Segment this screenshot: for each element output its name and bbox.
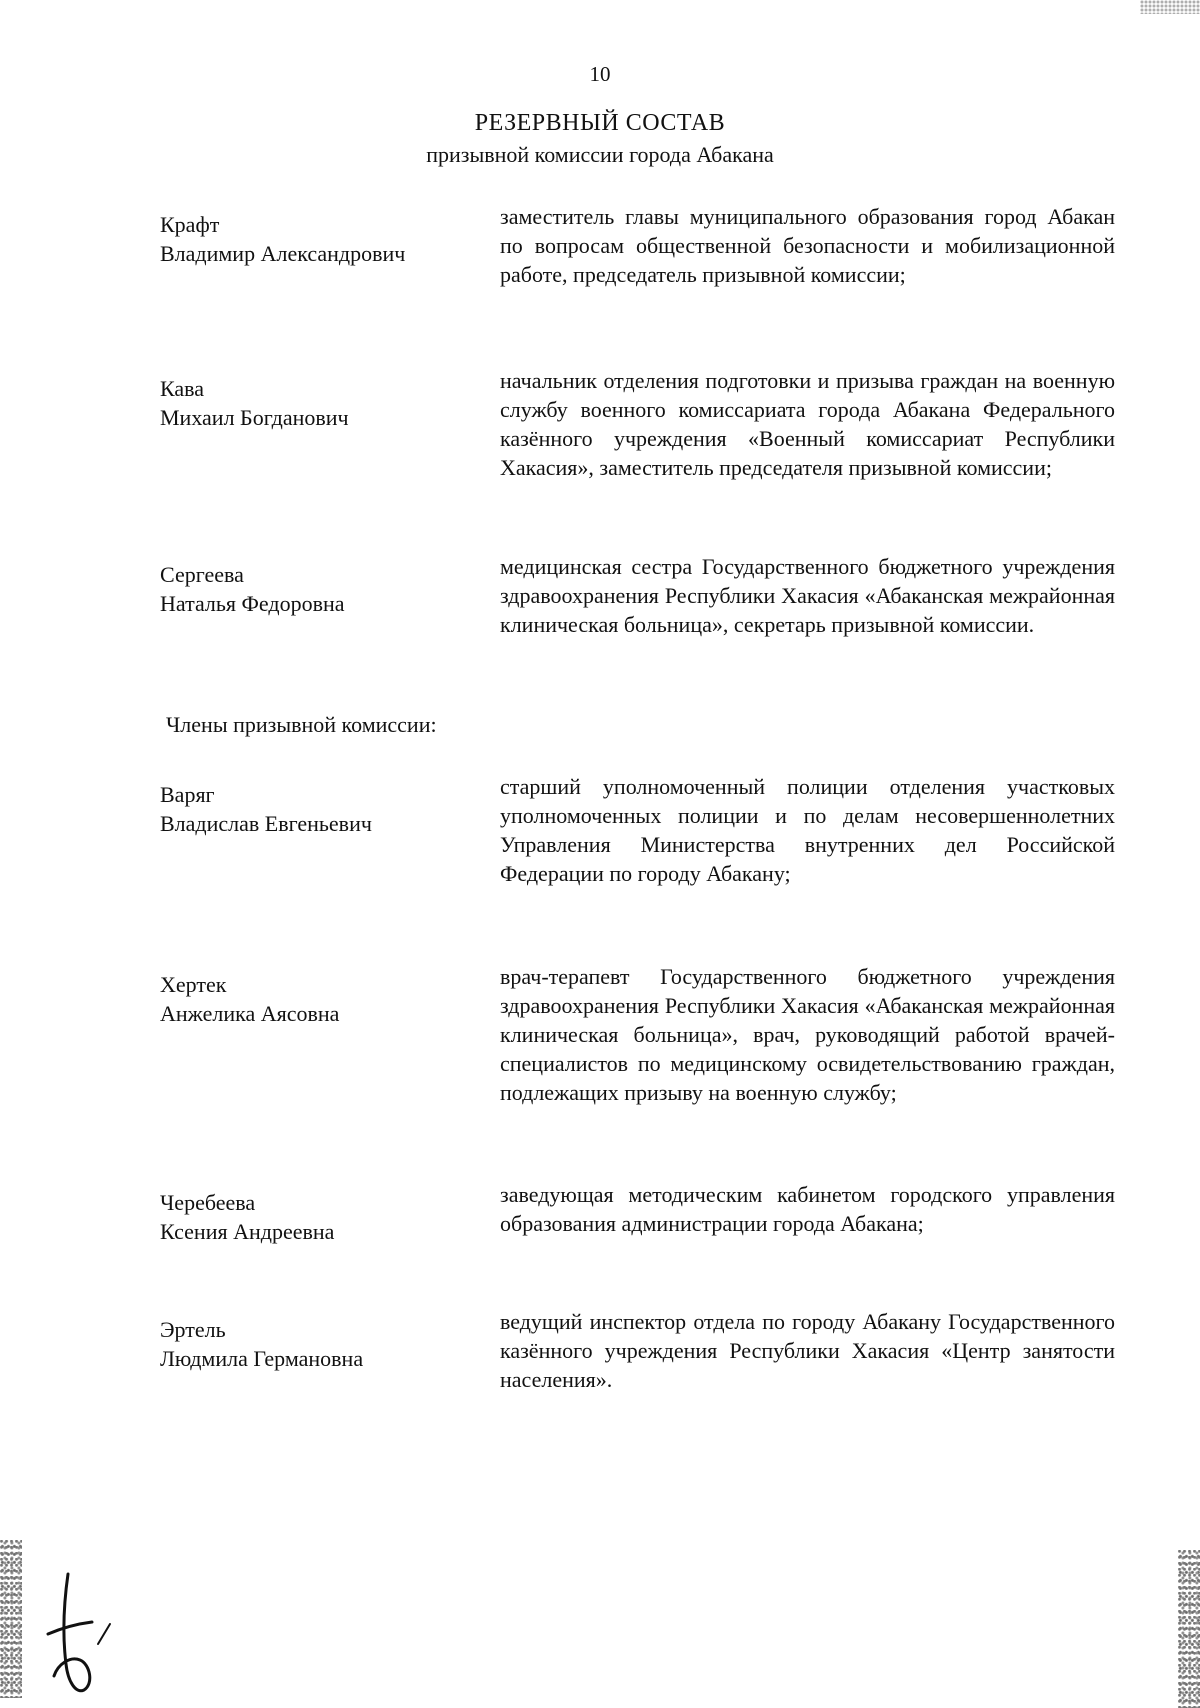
scan-noise-corner [1140,0,1200,14]
person-surname: Крафт [160,212,220,237]
scan-noise-right-edge [1178,1550,1200,1708]
person-name [160,772,500,838]
person-role: начальник отделения подготовки и призыва граждан на военную службу военного комиссариата города Абакана Федерального казённого учреждения «Военный комиссариат Республики Хакасия», заместитель председателя призывной комиссии; [500,368,1115,480]
scan-noise-left-edge [0,1540,22,1698]
person-role: медицинская сестра Государственного бюджетного учреждения здравоохранения Республики Хакасия «Абаканская межрайонная клиническая больница», секретарь призывной комиссии. [500,554,1115,637]
page-number: 10 [589,62,611,86]
person-surname: Хертек [160,972,227,997]
person-name [160,552,500,618]
document-title: РЕЗЕРВНЫЙ СОСТАВ [474,110,726,136]
person-entry [160,962,1120,1107]
person-entry [160,552,1120,639]
person-given-names: Ксения Андреевна [160,1219,335,1244]
person-role: врач-терапевт Государственного бюджетного учреждения здравоохранения Республики Хакасия «Абаканская межрайонная клиническая больница», врач, руководящий работой врачей-специалистов по медицинскому освидетельствованию граждан, подлежащих призыву на военную службу; [500,964,1115,1105]
person-given-names: Людмила Германовна [160,1346,364,1371]
person-given-names: Михаил Богданович [160,405,349,430]
person-entry [160,202,1120,289]
person-name [160,1307,500,1373]
person-name [160,962,500,1028]
person-role: старший уполномоченный полиции отделения участковых уполномоченных полиции и по делам несовершеннолетних Управления Министерства внутренних дел Российской Федерации по городу Абакану; [500,774,1115,886]
members-heading: Члены призывной комиссии: [166,712,437,737]
person-entry [160,1180,1120,1246]
person-name [160,366,500,432]
person-surname: Кава [160,376,205,401]
person-surname: Сергеева [160,562,244,587]
person-given-names: Наталья Федоровна [160,591,345,616]
person-given-names: Владимир Александрович [160,241,406,266]
person-role: заместитель главы муниципального образования город Абакан по вопросам общественной безопасности и мобилизационной работе, председатель призывной комиссии; [500,204,1115,287]
person-name [160,202,500,268]
person-surname: Эртель [160,1317,226,1342]
document-subtitle: призывной комиссии города Абакана [426,142,774,167]
person-entry [160,1307,1120,1394]
person-role: ведущий инспектор отдела по городу Абакану Государственного казённого учреждения Республики Хакасия «Центр занятости населения». [500,1309,1115,1392]
person-name [160,1180,500,1246]
person-entry [160,772,1120,888]
person-surname: Черебеева [160,1190,256,1215]
handwritten-initial-signature [40,1572,130,1698]
person-given-names: Владислав Евгеньевич [160,811,372,836]
person-surname: Варяг [160,782,215,807]
person-given-names: Анжелика Аясовна [160,1001,340,1026]
person-role: заведующая методическим кабинетом городского управления образования администрации города Абакана; [500,1182,1115,1236]
person-entry [160,366,1120,482]
